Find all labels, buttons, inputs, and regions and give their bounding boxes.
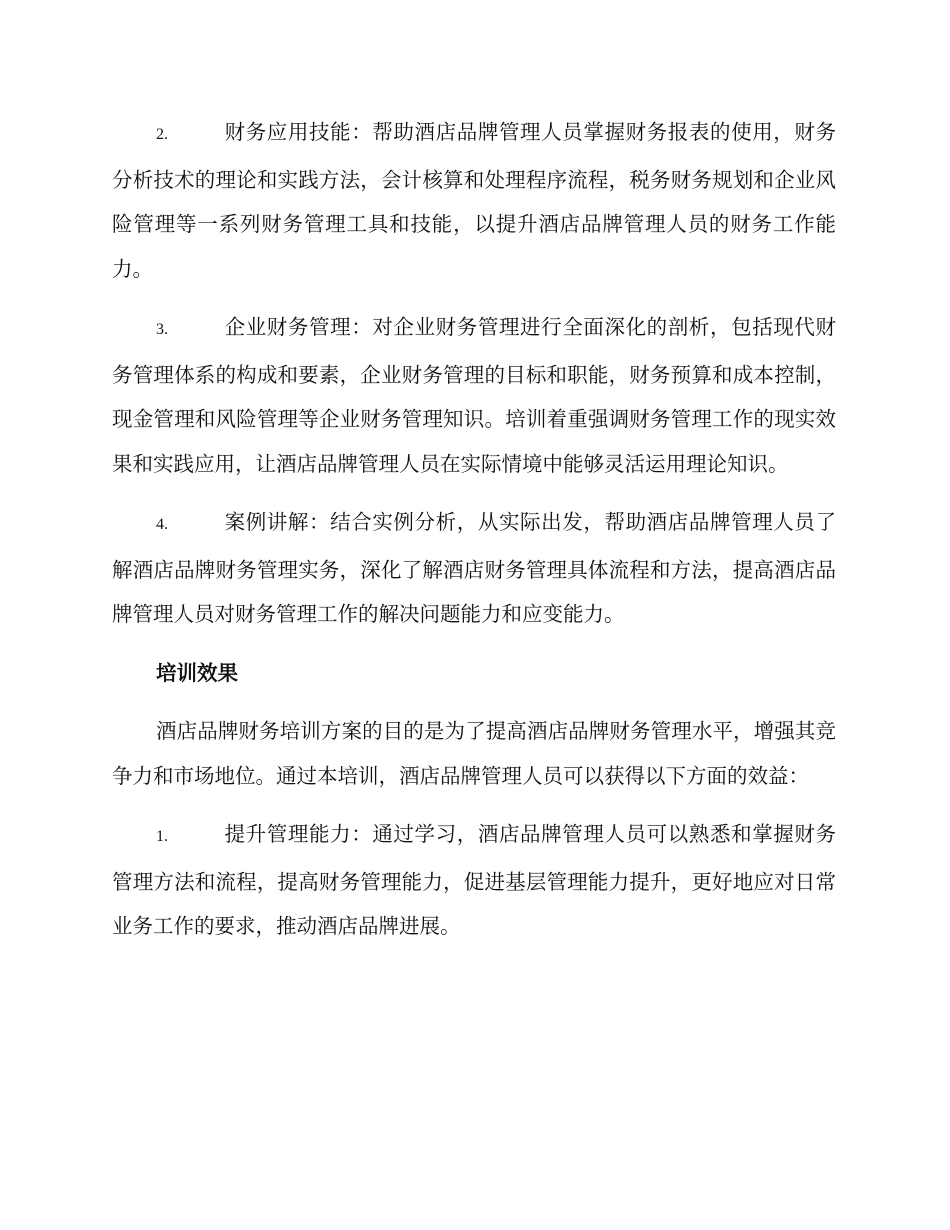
list-item-text: 案例讲解：结合实例分析，从实际出发，帮助酒店品牌管理人员了解酒店品牌财务管理实务，深化了解酒店财务管理具体流程和方法，提高酒店品牌管理人员对财务管理工作的解决问题能力和应变能力。 — [112, 510, 836, 626]
section-heading: 培训效果 — [156, 660, 238, 685]
list-item — [112, 305, 836, 486]
list-item — [112, 500, 836, 637]
intro-paragraph: 酒店品牌财务培训方案的目的是为了提高酒店品牌财务管理水平，增强其竞争力和市场地位。通过本培训，酒店品牌管理人员可以获得以下方面的效益： — [112, 719, 836, 788]
list-item-text: 提升管理能力：通过学习，酒店品牌管理人员可以熟悉和掌握财务管理方法和流程，提高财务管理能力，促进基层管理能力提升，更好地应对日常业务工作的要求，推动酒店品牌进展。 — [112, 822, 836, 938]
list-item-number: 3. — [156, 321, 168, 338]
list-item-text: 企业财务管理：对企业财务管理进行全面深化的剖析，包括现代财务管理体系的构成和要素，企业财务管理的目标和职能，财务预算和成本控制，现金管理和风险管理等企业财务管理知识。培训着重强调财务管理工作的现实效果和实践应用，让酒店品牌管理人员在实际情境中能够灵活运用理论知识。 — [112, 315, 836, 476]
list-item — [112, 110, 836, 291]
list-item-number: 2. — [156, 126, 168, 143]
document-body — [112, 110, 836, 963]
list-item-text: 财务应用技能：帮助酒店品牌管理人员掌握财务报表的使用，财务分析技术的理论和实践方法，会计核算和处理程序流程，税务财务规划和企业风险管理等一系列财务管理工具和技能，以提升酒店品牌管理人员的财务工作能力。 — [112, 120, 836, 281]
list-item-number: 4. — [156, 516, 168, 533]
list-item — [112, 812, 836, 949]
list-item-number: 1. — [156, 828, 168, 845]
